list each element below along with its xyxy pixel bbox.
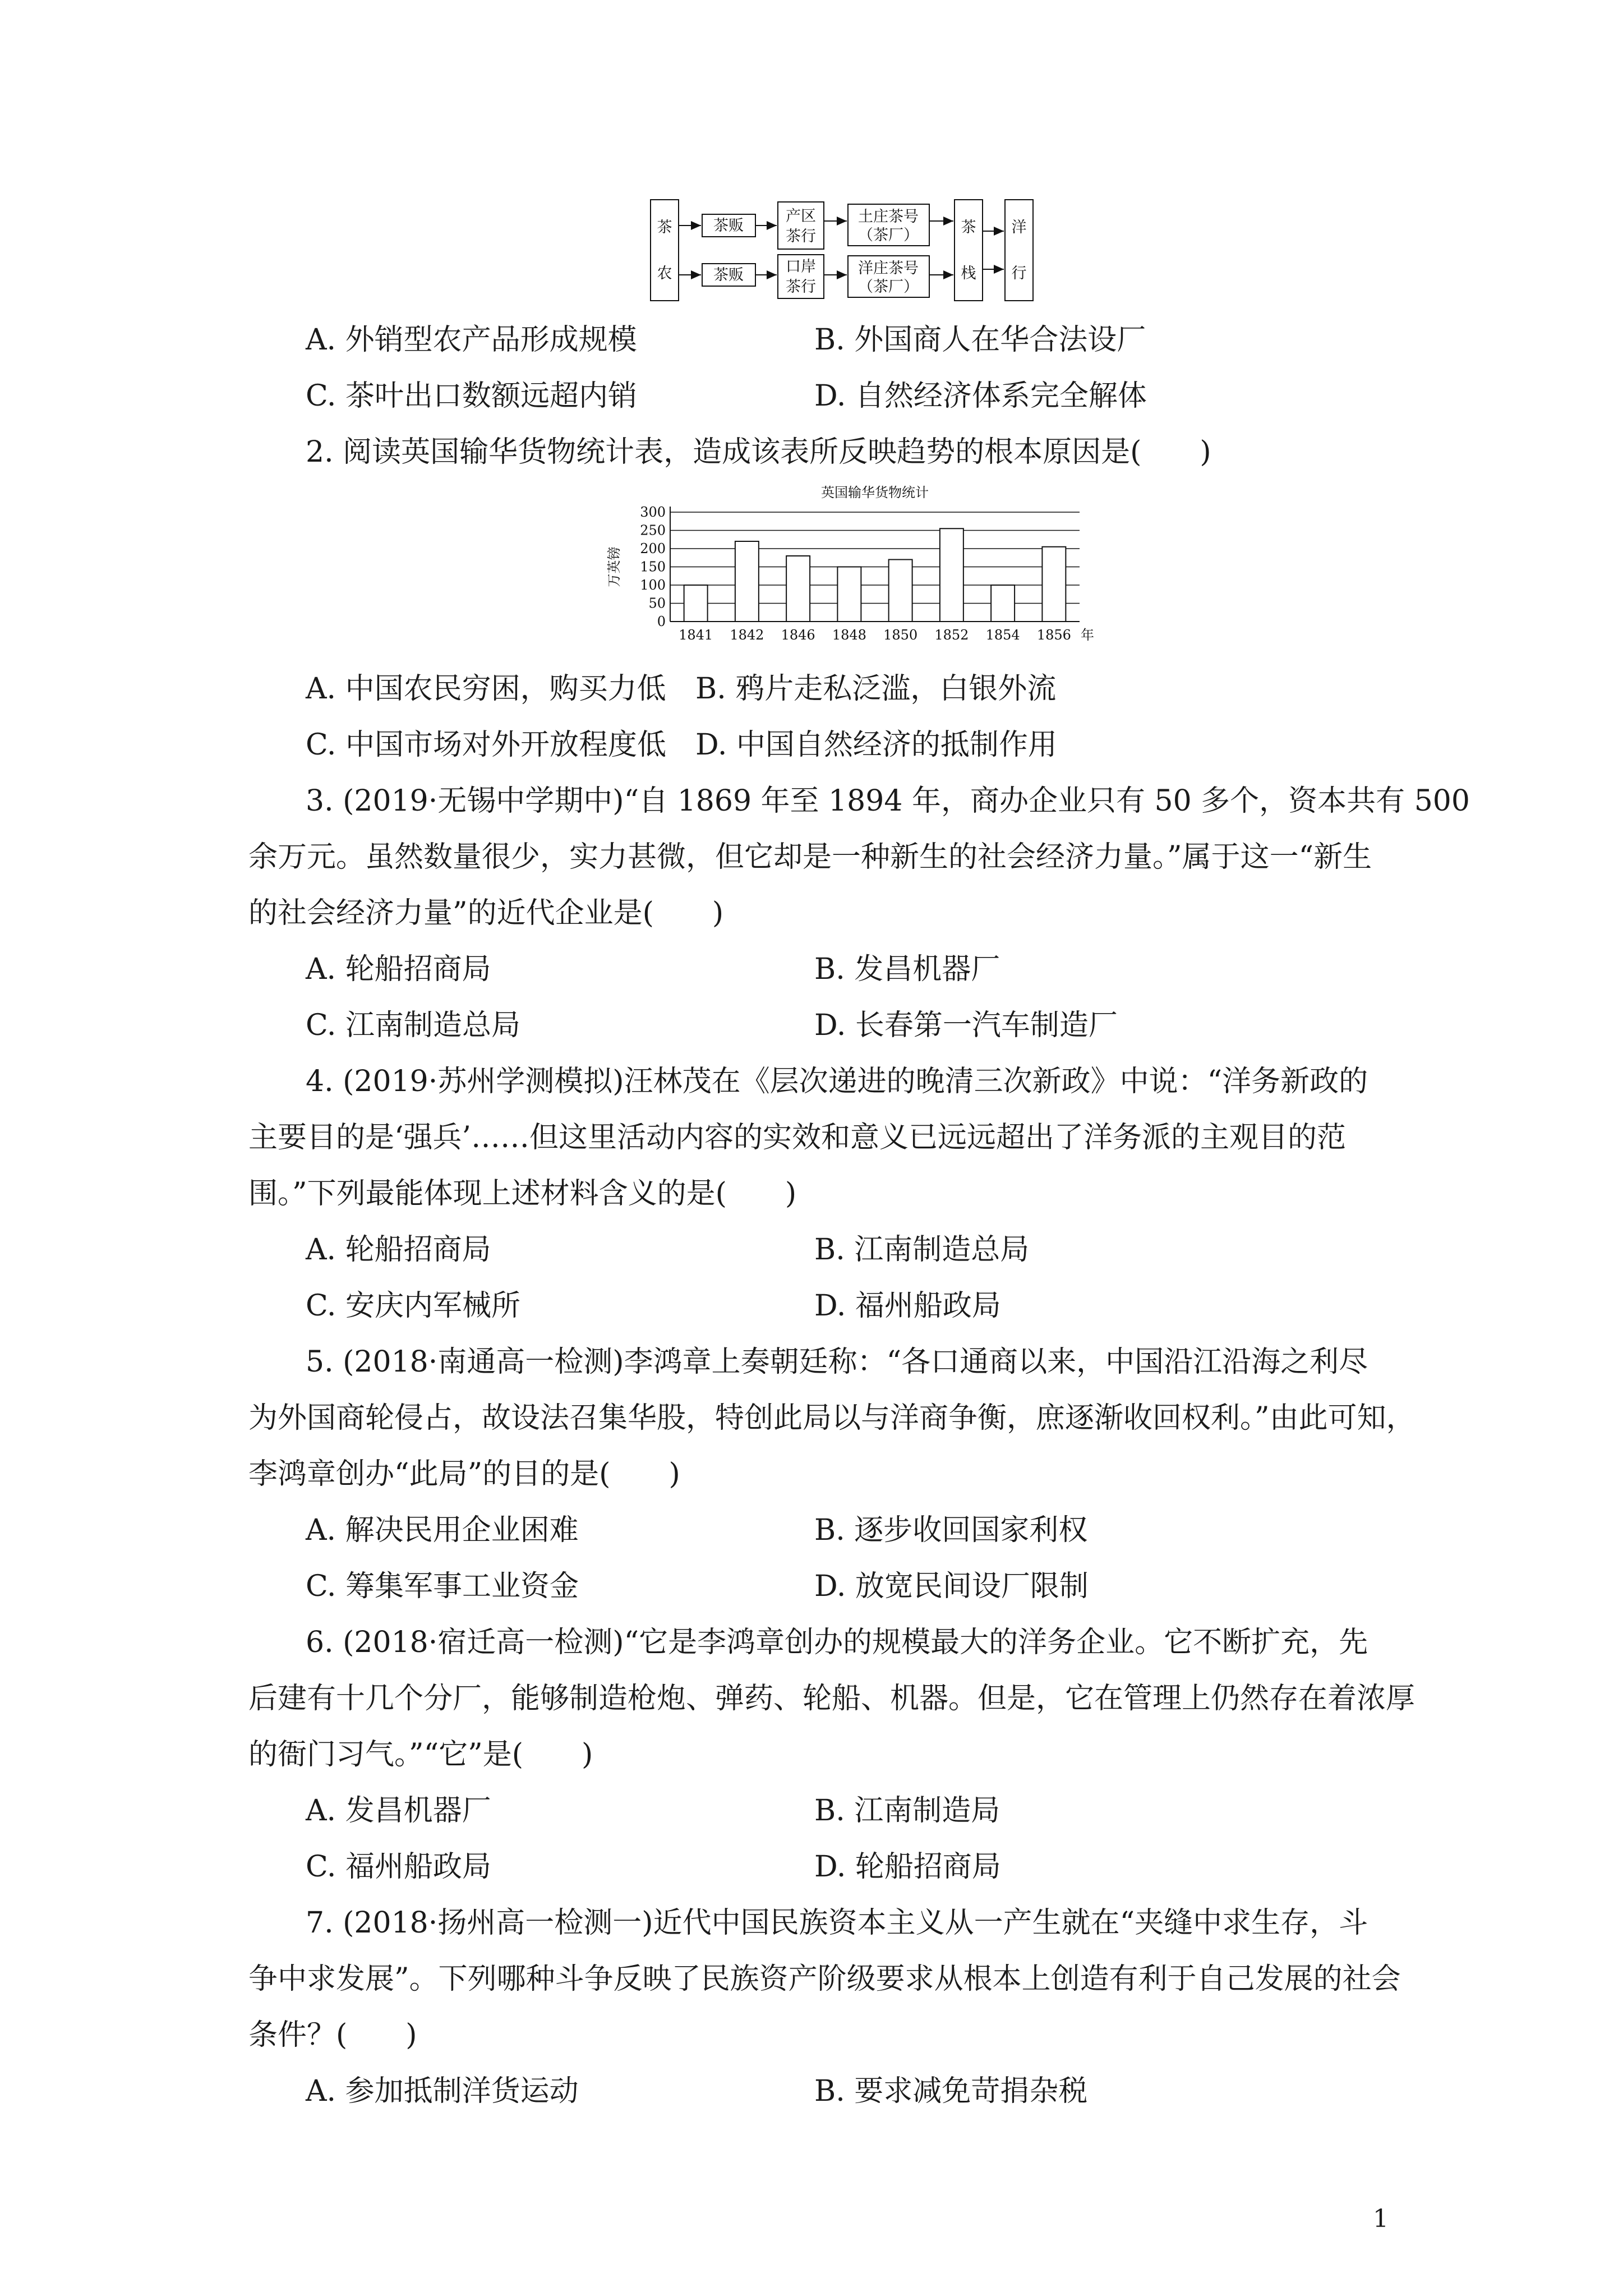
y-tick-label: 200 (640, 541, 666, 556)
y-tick-label: 300 (640, 504, 666, 520)
q5-option-b: B. 逐步收回国家利权 (814, 1513, 1088, 1547)
tea-warehouse-label-1: 茶 (961, 219, 976, 236)
q4-option-c: C. 安庆内军械所 (306, 1289, 520, 1323)
q4-option-a: A. 轮船招商局 (306, 1233, 491, 1267)
foreign-firm-box (1005, 200, 1033, 301)
q5-option-d: D. 放宽民间设厂限制 (814, 1570, 1089, 1603)
bar (940, 528, 963, 622)
foreign-firm-label-1: 洋 (1011, 219, 1027, 236)
q5-line-2: 为外国商轮侵占，故设法召集华股，特创此局以与洋商争衡，庶逐渐收回权利。”由此可知， (248, 1401, 1415, 1435)
q5-option-a: A. 解决民用企业困难 (306, 1513, 579, 1547)
foreign-tea-shop-label-1: 洋庄茶号 (858, 260, 919, 277)
origin-tea-firm-label-1: 产区 (786, 208, 816, 225)
foreign-firm-label-2: 行 (1011, 265, 1027, 282)
y-tick-label: 150 (640, 559, 666, 575)
tea-warehouse-box (955, 200, 983, 301)
q3-option-d: D. 长春第一汽车制造厂 (814, 1009, 1118, 1042)
y-tick-label: 50 (648, 595, 666, 611)
x-tick-label: 1841 (679, 627, 713, 643)
x-tick-label: 1846 (781, 627, 815, 643)
q4-option-d: D. 福州船政局 (814, 1289, 1001, 1323)
y-axis-label: 万英镑 (606, 546, 622, 587)
x-tick-label: 1852 (934, 627, 969, 643)
q2-option-c: C. 中国市场对外开放程度低 (306, 728, 666, 762)
q4-line-1: 4. (2019·苏州学测模拟)汪林茂在《层次递进的晚清三次新政》中说：“洋务新政的 (306, 1065, 1368, 1098)
x-tick-label: 1854 (985, 627, 1020, 643)
bar (1042, 547, 1066, 622)
tea-dealer-bottom-label: 茶贩 (713, 266, 744, 284)
tea-farmer-label-1: 茶 (657, 219, 672, 236)
q7-option-a: A. 参加抵制洋货运动 (306, 2074, 579, 2108)
q6-option-a: A. 发昌机器厂 (306, 1794, 491, 1828)
q2-stem: 2. 阅读英国输华货物统计表，造成该表所反映趋势的根本原因是( ) (306, 435, 1211, 469)
q1-option-c: C. 茶叶出口数额远超内销 (306, 379, 637, 413)
q3-line-1: 3. (2019·无锡中学期中)“自 1869 年至 1894 年，商办企业只有 50 多个，资本共有 500 (306, 784, 1470, 818)
q3-option-c: C. 江南制造总局 (306, 1009, 520, 1042)
q3-line-3: 的社会经济力量”的近代企业是( ) (248, 896, 724, 930)
q7-line-1: 7. (2018·扬州高一检测一)近代中国民族资本主义从一产生就在“夹缝中求生存，斗 (306, 1906, 1368, 1940)
bar (735, 541, 759, 622)
tea-farmer-label-2: 农 (657, 265, 672, 282)
local-tea-shop-label-1: 土庄茶号 (858, 208, 919, 226)
q7-option-b: B. 要求减免苛捐杂税 (814, 2074, 1088, 2108)
bar (786, 556, 810, 622)
q2-option-d: D. 中国自然经济的抵制作用 (695, 728, 1057, 762)
y-tick-label: 0 (657, 614, 666, 629)
foreign-tea-shop-label-2: （茶厂） (858, 278, 919, 296)
q4-line-3: 围。”下列最能体现上述材料含义的是( ) (248, 1177, 797, 1211)
chart-title: 英国输华货物统计 (821, 485, 929, 500)
q6-line-3: 的衙门习气。”“它”是( ) (248, 1738, 593, 1772)
q7-line-3: 条件？( ) (248, 2018, 417, 2052)
q2-option-b: B. 鸦片走私泛滥，白银外流 (695, 672, 1057, 706)
q2-option-a: A. 中国农民穷困，购买力低 (306, 672, 666, 706)
tea-warehouse-label-2: 栈 (961, 265, 976, 282)
q4-option-b: B. 江南制造总局 (814, 1233, 1030, 1267)
q4-line-2: 主要目的是‘强兵’……但这里活动内容的实效和意义已远远超出了洋务派的主观目的范 (248, 1121, 1347, 1154)
y-tick-label: 250 (640, 522, 666, 539)
y-tick-label: 100 (640, 577, 666, 593)
x-tick-label: 1850 (883, 627, 918, 643)
x-axis-unit: 年 (1081, 627, 1094, 643)
bar (684, 585, 708, 622)
port-tea-firm-label-1: 口岸 (786, 258, 816, 275)
q5-line-1: 5. (2018·南通高一检测)李鸿章上奏朝廷称：“各口通商以来，中国沿江沿海之利尽 (306, 1345, 1368, 1379)
page-number: 1 (1373, 2205, 1389, 2233)
x-tick-label: 1842 (730, 627, 764, 643)
q6-line-1: 6. (2018·宿迁高一检测)“它是李鸿章创办的规模最大的洋务企业。它不断扩充，先 (306, 1626, 1368, 1659)
q6-option-c: C. 福州船政局 (306, 1850, 491, 1884)
bar (991, 585, 1015, 622)
british-exports-bar-chart (603, 481, 1108, 650)
q5-option-c: C. 筹集军事工业资金 (306, 1570, 579, 1603)
tea-dealer-top-label: 茶贩 (713, 217, 744, 234)
q6-option-b: B. 江南制造局 (814, 1794, 1000, 1828)
tea-farmer-box (651, 200, 679, 301)
x-tick-label: 1848 (832, 627, 866, 643)
q6-line-2: 后建有十几个分厂，能够制造枪炮、弹药、轮船、机器。但是，它在管理上仍然存在着浓厚 (248, 1682, 1415, 1715)
bar (837, 567, 861, 622)
x-tick-label: 1856 (1036, 627, 1071, 643)
q3-line-2: 余万元。虽然数量很少，实力甚微，但它却是一种新生的社会经济力量。”属于这一“新生 (248, 840, 1372, 874)
q3-option-a: A. 轮船招商局 (306, 953, 491, 986)
port-tea-firm-label-2: 茶行 (786, 278, 816, 296)
q7-line-2: 争中求发展”。下列哪种斗争反映了民族资产阶级要求从根本上创造有利于自己发展的社会 (248, 1962, 1401, 1996)
q3-option-b: B. 发昌机器厂 (814, 953, 1000, 986)
local-tea-shop-label-2: （茶厂） (858, 227, 919, 244)
q6-option-d: D. 轮船招商局 (814, 1850, 1001, 1884)
tea-trade-flow-diagram (646, 197, 1039, 304)
q1-option-a: A. 外销型农产品形成规模 (306, 323, 637, 357)
bar (889, 560, 912, 622)
q1-option-d: D. 自然经济体系完全解体 (814, 379, 1147, 413)
origin-tea-firm-label-2: 茶行 (786, 228, 816, 245)
q5-line-3: 李鸿章创办“此局”的目的是( ) (248, 1457, 680, 1491)
q1-option-b: B. 外国商人在华合法设厂 (814, 323, 1146, 357)
